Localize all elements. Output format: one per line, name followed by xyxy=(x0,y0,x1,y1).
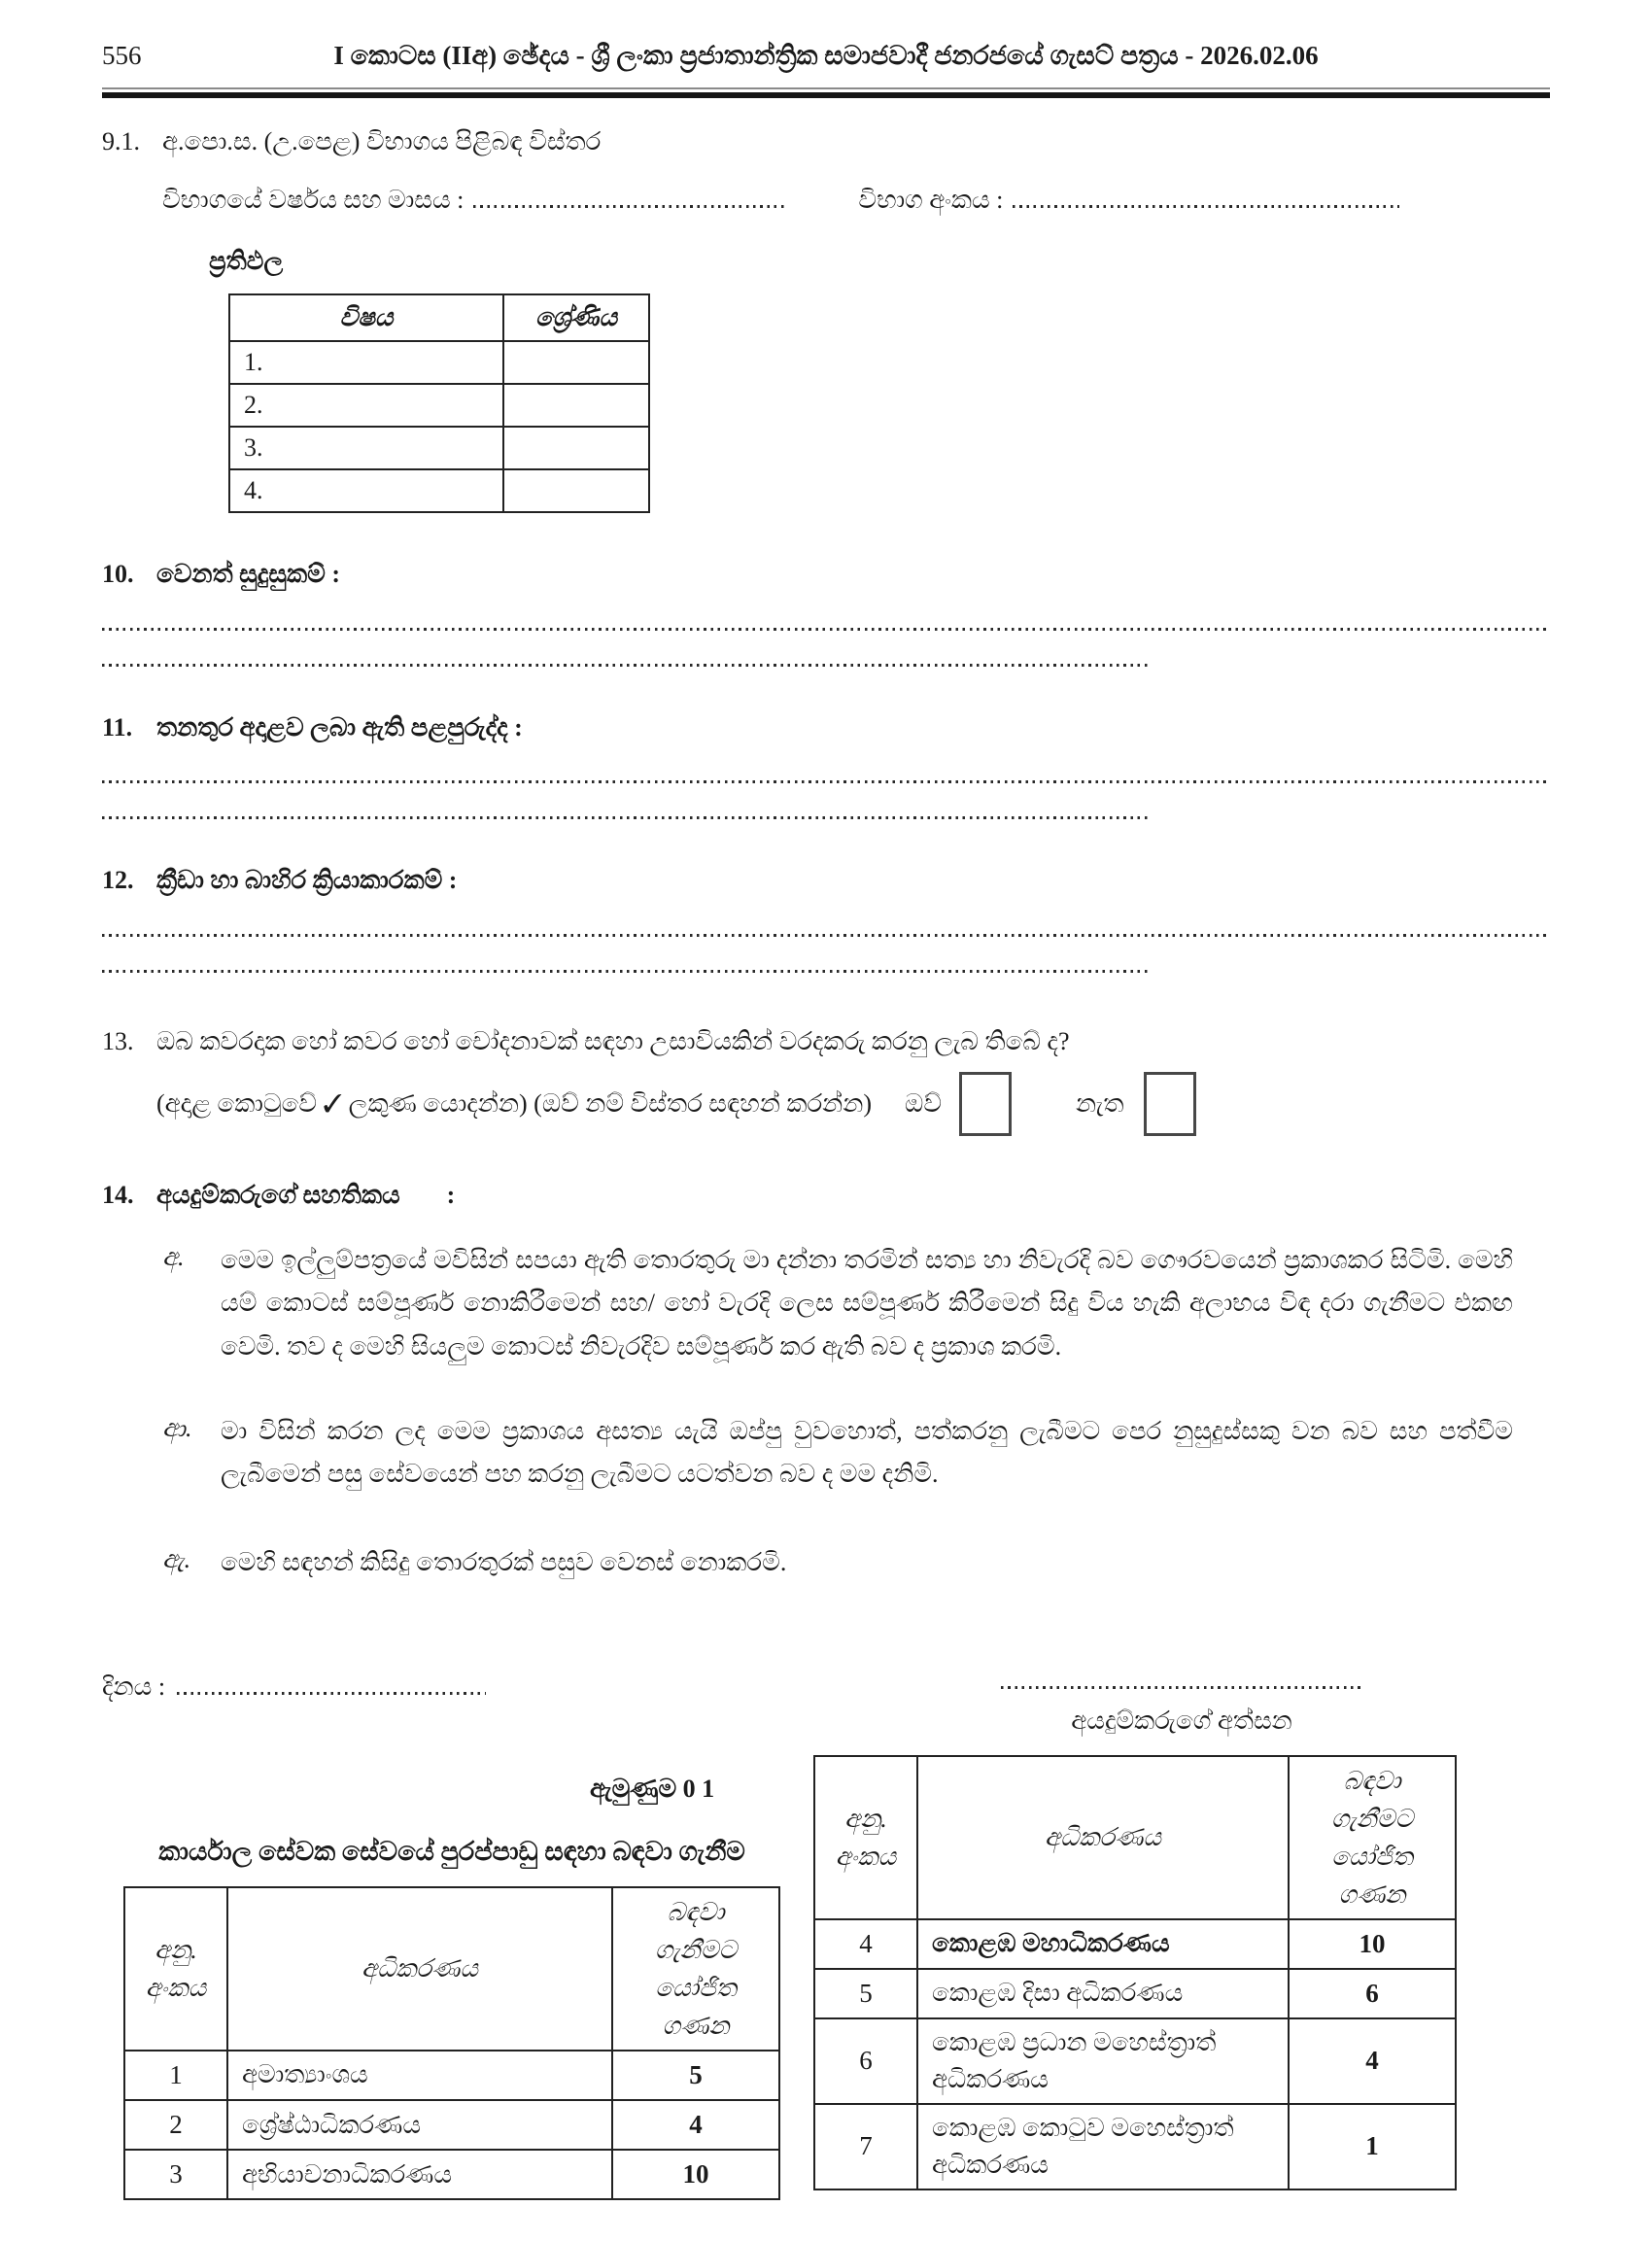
signature-label: අයදුම්කරුගේ අත්සන xyxy=(1071,1706,1292,1735)
section-9-1-title: අ.පො.ස. (උ.පෙළ) විභාගය පිළිබඳ විස්තර xyxy=(162,127,602,155)
signature-field[interactable] xyxy=(1001,1686,1362,1689)
vacancy-table-left-block xyxy=(123,1833,780,2201)
results-row-3 xyxy=(229,427,649,469)
right-count-header xyxy=(1289,1756,1456,1919)
right-row-6-count: 4 xyxy=(1289,2018,1456,2104)
section-11-answer-line-2[interactable] xyxy=(102,816,1152,819)
results-row-1 xyxy=(229,341,649,384)
no-checkbox[interactable] xyxy=(1144,1072,1196,1136)
header-title: I කොටස (IIඅ) ඡේදය - ශ්‍රී ලංකා ප්‍රජාතාන්ත්‍රික සමාජවාදී ජනරජයේ ගැසට් පත්‍රය - 2026.02.06 xyxy=(333,41,1319,70)
header-rule-thick xyxy=(102,92,1550,98)
date-label: දිනය : xyxy=(102,1672,166,1701)
exam-year-field[interactable] xyxy=(473,205,786,208)
certificate-item-a-marker: අ. xyxy=(162,1242,185,1271)
left-table-row-3 xyxy=(124,2150,779,2199)
left-count-header-line2: යෝජිත ගණන xyxy=(655,1973,737,2040)
results-grade-header: ශ්‍රේණිය xyxy=(503,294,649,341)
section-9-1-number: 9.1. xyxy=(102,127,140,155)
results-row-4-grade-cell[interactable] xyxy=(503,469,649,512)
left-row-3-court: අභියාචනාධිකරණය xyxy=(227,2150,612,2199)
vacancy-table-right xyxy=(813,1755,1457,2190)
certificate-item-ae xyxy=(102,1541,1550,1585)
left-row-3-count: 10 xyxy=(612,2150,779,2199)
section-12-heading xyxy=(102,862,1550,899)
section-11 xyxy=(102,709,1550,820)
left-row-2-count: 4 xyxy=(612,2100,779,2150)
right-row-5-no: 5 xyxy=(814,1969,917,2018)
section-12 xyxy=(102,862,1550,973)
left-count-header xyxy=(612,1887,779,2051)
right-table-row-7 xyxy=(814,2104,1456,2189)
section-10-answer-line-1[interactable] xyxy=(102,628,1550,631)
certificate-item-ae-marker: ඇ. xyxy=(162,1545,191,1574)
section-13-question: ඔබ කවරදාක හෝ කවර හෝ චෝදනාවක් සඳහා උසාවියකින් වරදකරු කරනු ලැබ තිබේ ද? xyxy=(156,1027,1070,1056)
date-block xyxy=(102,1669,486,1706)
results-row-2-label[interactable]: 2. xyxy=(229,384,503,427)
annexure-label: ඇමුණුම 0 1 xyxy=(590,1774,715,1803)
results-row-3-grade-cell[interactable] xyxy=(503,427,649,469)
section-9-1-heading xyxy=(102,123,1550,160)
exam-number-label: විභාග අංකය : xyxy=(858,185,1004,214)
right-serial-header xyxy=(814,1756,917,1919)
results-row-1-grade-cell[interactable] xyxy=(503,341,649,384)
left-row-3-no: 3 xyxy=(124,2150,227,2199)
section-9-1 xyxy=(102,123,1550,513)
section-12-answer-line-1[interactable] xyxy=(102,934,1550,937)
section-12-title: ක්‍රීඩා හා බාහිර ක්‍රියාකාරකම් : xyxy=(156,866,458,895)
right-row-6-court: කොළඹ ප්‍රධාන මහෙස්ත්‍රාත් අධිකරණය xyxy=(917,2018,1289,2104)
right-court-header: අධිකරණය xyxy=(917,1756,1289,1919)
left-count-header-line1: බඳවා ගැනීමට xyxy=(654,1897,738,1964)
right-row-7-no: 7 xyxy=(814,2104,917,2189)
left-serial-header-line2: අංකය xyxy=(145,1973,207,2002)
certificate-item-ae-text: මෙහි සඳහන් කිසිදු තොරතුරක් පසුව වෙනස් නොකරමි. xyxy=(221,1548,787,1577)
right-row-5-court: කොළඹ දිසා අධිකරණය xyxy=(917,1969,1289,2018)
results-row-4 xyxy=(229,469,649,512)
left-table-header-row xyxy=(124,1887,779,2051)
results-header-row xyxy=(229,294,649,341)
left-serial-header-line1: අනු. xyxy=(155,1935,197,1964)
page-number: 556 xyxy=(102,41,142,70)
right-row-4-no: 4 xyxy=(814,1919,917,1969)
left-row-1-court: අමාත්‍යාංශය xyxy=(227,2051,612,2100)
certificate-item-aa-marker: ආ. xyxy=(162,1413,192,1442)
date-signature-row xyxy=(102,1669,1550,1740)
right-count-header-line2: යෝජිත ගණන xyxy=(1331,1842,1413,1909)
vacancy-table-title: කාර්යාල සේවක සේවයේ පුරප්පාඩු සඳහා බඳවා ගැනීම xyxy=(158,1836,745,1866)
certificate-item-a-text: මෙම ඉල්ලුම්පත්‍රයේ මවිසින් සපයා ඇති තොරතුරු මා දන්නා තරමින් සත්‍ය හා නිවැරදි බව ගෞරවයෙන් ප්‍රකාශකර සිටිමි. මෙහි යම් කොටස් සම්පූර්ණ නොකිරීමෙන් සහ/ හෝ වැරදි ලෙස සම්පූර්ණ කිරීමෙන් සිදු විය හැකි අලාභය විඳ දරා ගැනීමට එකඟ වෙමි. තව ද මෙහි සියලුම කොටස් නිවැරදිව සම්පූර්ණ කර ඇති බව ද ප්‍රකාශ කරමි. xyxy=(221,1245,1513,1361)
results-row-1-label[interactable]: 1. xyxy=(229,341,503,384)
right-table-row-6 xyxy=(814,2018,1456,2104)
left-court-header: අධිකරණය xyxy=(227,1887,612,2051)
results-row-3-label[interactable]: 3. xyxy=(229,427,503,469)
left-table-row-1 xyxy=(124,2051,779,2100)
results-subject-header: විෂය xyxy=(229,294,503,341)
section-10-answer-line-2[interactable] xyxy=(102,664,1152,667)
exam-year-label: විභාගයේ වර්ෂය සහ මාසය : xyxy=(162,185,465,214)
header-rule-thin xyxy=(102,87,1550,89)
right-row-7-count: 1 xyxy=(1289,2104,1456,2189)
results-row-2 xyxy=(229,384,649,427)
section-12-number: 12. xyxy=(102,866,134,895)
right-row-4-court: කොළඹ මහාධිකරණය xyxy=(917,1919,1289,1969)
section-13 xyxy=(102,1023,1550,1136)
section-11-title: තනතුර අදාළව ලබා ඇති පළපුරුද්ද : xyxy=(156,712,523,741)
right-serial-header-line1: අනු. xyxy=(844,1804,887,1833)
section-10-heading xyxy=(102,556,1550,593)
section-10-title: වෙනත් සුදුසුකම් : xyxy=(156,560,341,589)
section-13-instruction: (අදාළ කොටුවේ ✓ ලකුණ යොදන්න) (ඔව් නම් විස්තර සඳහන් කරන්න) xyxy=(156,1088,873,1118)
results-table xyxy=(228,293,650,513)
left-row-2-court: ශ්‍රේෂ්ඨාධිකරණය xyxy=(227,2100,612,2150)
section-13-heading xyxy=(102,1023,1550,1060)
right-table-header-row xyxy=(814,1756,1456,1919)
section-14-number: 14. xyxy=(102,1180,134,1209)
section-13-number: 13. xyxy=(102,1027,134,1056)
vacancy-table-right-block xyxy=(813,1755,1457,2190)
vacancy-table-left xyxy=(123,1886,780,2200)
right-row-7-court: කොළඹ කොටුව මහෙස්ත්‍රාත් අධිකරණය xyxy=(917,2104,1289,2189)
right-count-header-line1: බඳවා ගැනීමට xyxy=(1330,1766,1414,1833)
date-field[interactable] xyxy=(177,1692,486,1695)
left-row-1-no: 1 xyxy=(124,2051,227,2100)
right-serial-header-line2: අංකය xyxy=(835,1842,897,1871)
right-row-5-count: 6 xyxy=(1289,1969,1456,2018)
certificate-item-aa-text: මා විසින් කරන ලද මෙම ප්‍රකාශය අසත්‍ය යැයි ඔප්පු වුවහොත්, පත්කරනු ලැබීමට පෙර නුසුදුස්සකු වන බව සහ පත්වීම ලැබීමෙන් පසු සේවයෙන් පහ කරනු ලැබීමට යටත්වන බව ද මම දනිමි. xyxy=(221,1416,1513,1489)
right-row-4-count: 10 xyxy=(1289,1919,1456,1969)
section-10 xyxy=(102,556,1550,667)
results-row-2-grade-cell[interactable] xyxy=(503,384,649,427)
certificate-item-a xyxy=(102,1239,1550,1369)
page-header xyxy=(102,37,1550,80)
section-11-answer-line-1[interactable] xyxy=(102,780,1550,783)
right-table-row-5 xyxy=(814,1969,1456,2018)
section-12-answer-line-2[interactable] xyxy=(102,970,1152,973)
left-row-1-count: 5 xyxy=(612,2051,779,2100)
exam-number-field[interactable] xyxy=(1013,205,1399,208)
results-label: ප්‍රතිඵල xyxy=(209,247,284,276)
exam-detail-row xyxy=(102,182,1550,219)
right-table-row-4 xyxy=(814,1919,1456,1969)
section-13-answer-row xyxy=(102,1072,1550,1136)
certificate-item-aa xyxy=(102,1410,1550,1497)
section-14-colon: : xyxy=(446,1180,456,1209)
results-row-4-label[interactable]: 4. xyxy=(229,469,503,512)
section-10-number: 10. xyxy=(102,560,134,589)
section-11-number: 11. xyxy=(102,712,133,741)
section-14-title: අයදුම්කරුගේ සහතිකය xyxy=(156,1180,400,1209)
right-row-6-no: 6 xyxy=(814,2018,917,2104)
section-14-heading xyxy=(102,1177,1550,1214)
signature-block xyxy=(1001,1669,1362,1740)
no-label: නැත xyxy=(1076,1088,1124,1118)
section-14 xyxy=(102,1177,1550,1585)
annexure-region xyxy=(102,1755,1550,2212)
section-11-heading xyxy=(102,709,1550,746)
left-serial-header xyxy=(124,1887,227,2051)
yes-label: ඔව් xyxy=(905,1088,943,1118)
left-table-row-2 xyxy=(124,2100,779,2150)
yes-checkbox[interactable] xyxy=(959,1072,1012,1136)
left-row-2-no: 2 xyxy=(124,2100,227,2150)
